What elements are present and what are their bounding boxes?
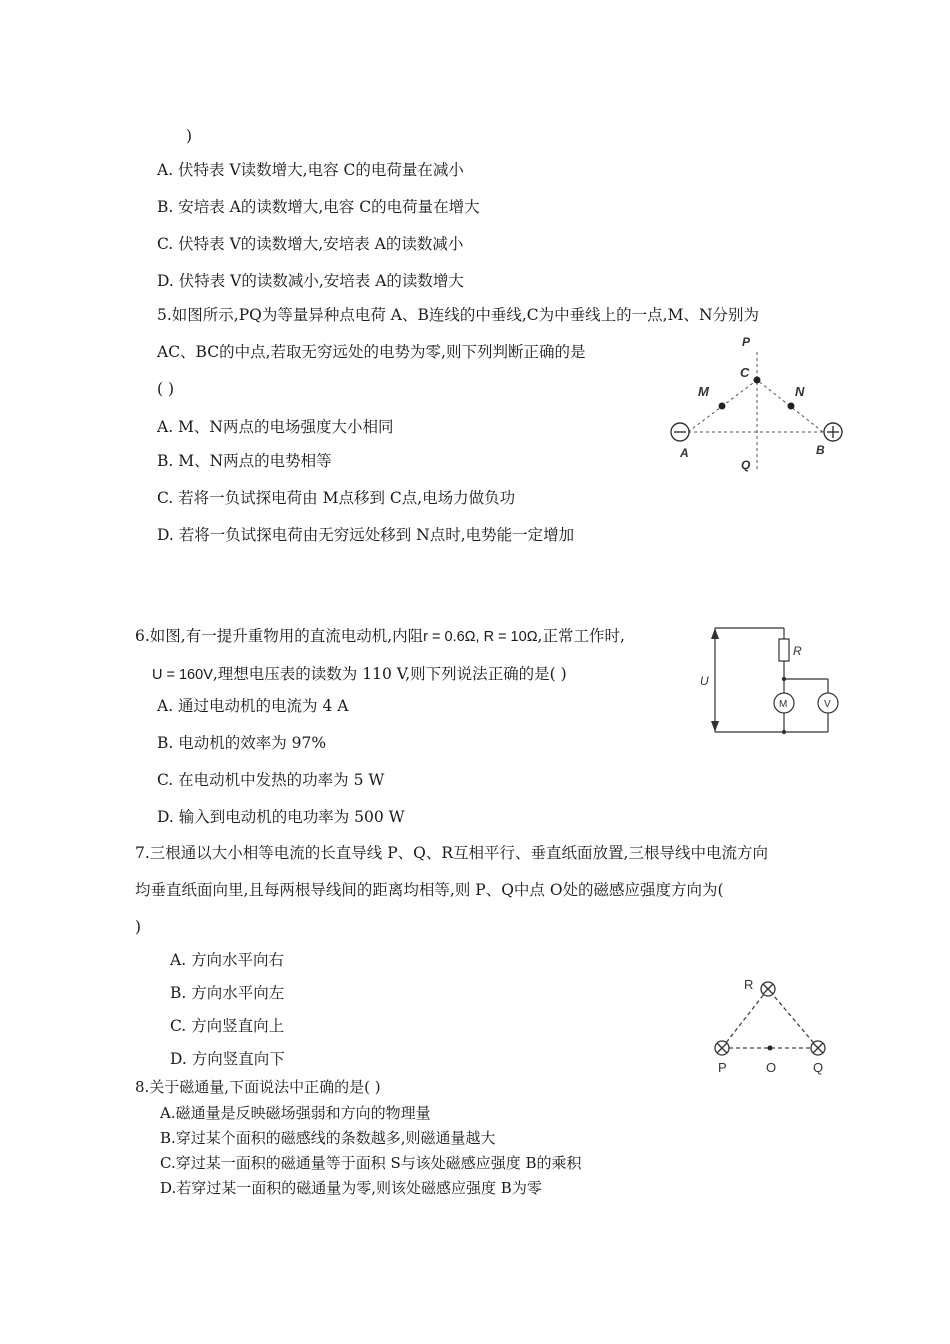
q7-option-c: C. 方向竖直向上	[170, 1017, 285, 1035]
q8-option-c: C.穿过某一面积的磁通量等于面积 S与该处磁感应强度 B的乘积	[160, 1154, 582, 1172]
midpoint-o	[768, 1046, 773, 1051]
q6-option-d: D. 输入到电动机的电功率为 500 W	[157, 808, 405, 826]
label-m: M	[698, 384, 709, 399]
q7-stem-line1: 7.三根通以大小相等电流的长直导线 P、Q、R互相平行、垂直纸面放置,三根导线中电流方向	[135, 844, 768, 862]
q4-option-c: C. 伏特表 V的读数增大,安培表 A的读数减小	[157, 235, 464, 253]
q7-option-d: D. 方向竖直向下	[170, 1050, 285, 1068]
q6-stem-line1-a: 6.如图,有一提升重物用的直流电动机,内阻	[135, 627, 424, 645]
resistor-r	[779, 639, 789, 661]
point-c	[754, 377, 761, 384]
label-o: O	[766, 1060, 777, 1075]
q4-tail-paren: )	[186, 127, 193, 145]
q5-option-c: C. 若将一负试探电荷由 M点移到 C点,电场力做负功	[157, 489, 516, 507]
q7-wire-figure	[700, 972, 850, 1082]
q6-voltage-value: U = 160V	[152, 667, 213, 683]
q6-stem-line1	[135, 626, 625, 647]
q5-answer-paren: ( )	[157, 380, 175, 398]
q7-option-b: B. 方向水平向左	[170, 984, 285, 1002]
q5-option-b: B. M、N两点的电势相等	[157, 452, 332, 470]
point-m	[719, 403, 726, 410]
q6-option-c: C. 在电动机中发热的功率为 5 W	[157, 771, 385, 789]
label-u: U	[700, 674, 709, 688]
label-b: B	[816, 443, 825, 457]
line-qr	[768, 989, 818, 1048]
q8-stem: 8.关于磁通量,下面说法中正确的是( )	[135, 1078, 381, 1096]
q6-option-b: B. 电动机的效率为 97%	[157, 734, 327, 752]
q6-stem-line1-c: ,正常工作时,	[537, 627, 625, 645]
q5-stem-line1: 5.如图所示,PQ为等量异种点电荷 A、B连线的中垂线,C为中垂线上的一点,M、N分别为	[157, 306, 760, 324]
label-r: R	[793, 644, 802, 658]
q6-resistance-values: r = 0.6Ω, R = 10Ω	[423, 629, 538, 645]
q8-option-b: B.穿过某个面积的磁感线的条数越多,则磁通量越大	[160, 1129, 496, 1147]
label-c: C	[740, 365, 750, 380]
label-q: Q	[813, 1060, 824, 1075]
label-n: N	[795, 384, 805, 399]
q5-option-d: D. 若将一负试探电荷由无穷远处移到 N点时,电势能一定增加	[157, 526, 575, 544]
q5-option-a: A. M、N两点的电场强度大小相同	[157, 418, 394, 436]
line-pr	[722, 989, 768, 1048]
q6-stem-line2-b: ,理想电压表的读数为 110 V,则下列说法正确的是( )	[212, 665, 567, 683]
label-v: V	[824, 699, 831, 710]
junction-dot	[782, 677, 786, 681]
q4-option-a: A. 伏特表 V读数增大,电容 C的电荷量在减小	[157, 161, 464, 179]
q7-option-a: A. 方向水平向右	[170, 951, 285, 969]
label-a: A	[680, 446, 689, 460]
voltage-arrow-bottom	[711, 721, 719, 732]
q6-circuit-figure	[700, 615, 850, 745]
label-q: Q	[741, 458, 751, 472]
q4-option-d: D. 伏特表 V的读数减小,安培表 A的读数增大	[157, 272, 464, 290]
label-p: P	[742, 335, 751, 349]
label-r: R	[744, 977, 754, 992]
q8-option-d: D.若穿过某一面积的磁通量为零,则该处磁感应强度 B为零	[160, 1179, 542, 1197]
q5-stem-line2: AC、BC的中点,若取无穷远处的电势为零,则下列判断正确的是	[157, 343, 586, 361]
q4-option-b: B. 安培表 A的读数增大,电容 C的电荷量在增大	[157, 198, 480, 216]
label-p: P	[718, 1060, 727, 1075]
junction-dot-bottom	[782, 730, 786, 734]
q5-charge-figure	[660, 330, 860, 480]
q6-option-a: A. 通过电动机的电流为 4 A	[157, 697, 349, 715]
point-n	[788, 403, 795, 410]
q8-option-a: A.磁通量是反映磁场强弱和方向的物理量	[160, 1104, 431, 1122]
q7-stem-line3: )	[135, 918, 142, 936]
q6-stem-line2	[152, 664, 567, 685]
label-m: M	[779, 699, 788, 710]
voltage-arrow-top	[711, 628, 719, 639]
q7-stem-line2: 均垂直纸面向里,且每两根导线间的距离均相等,则 P、Q中点 O处的磁感应强度方向为(	[135, 881, 724, 899]
